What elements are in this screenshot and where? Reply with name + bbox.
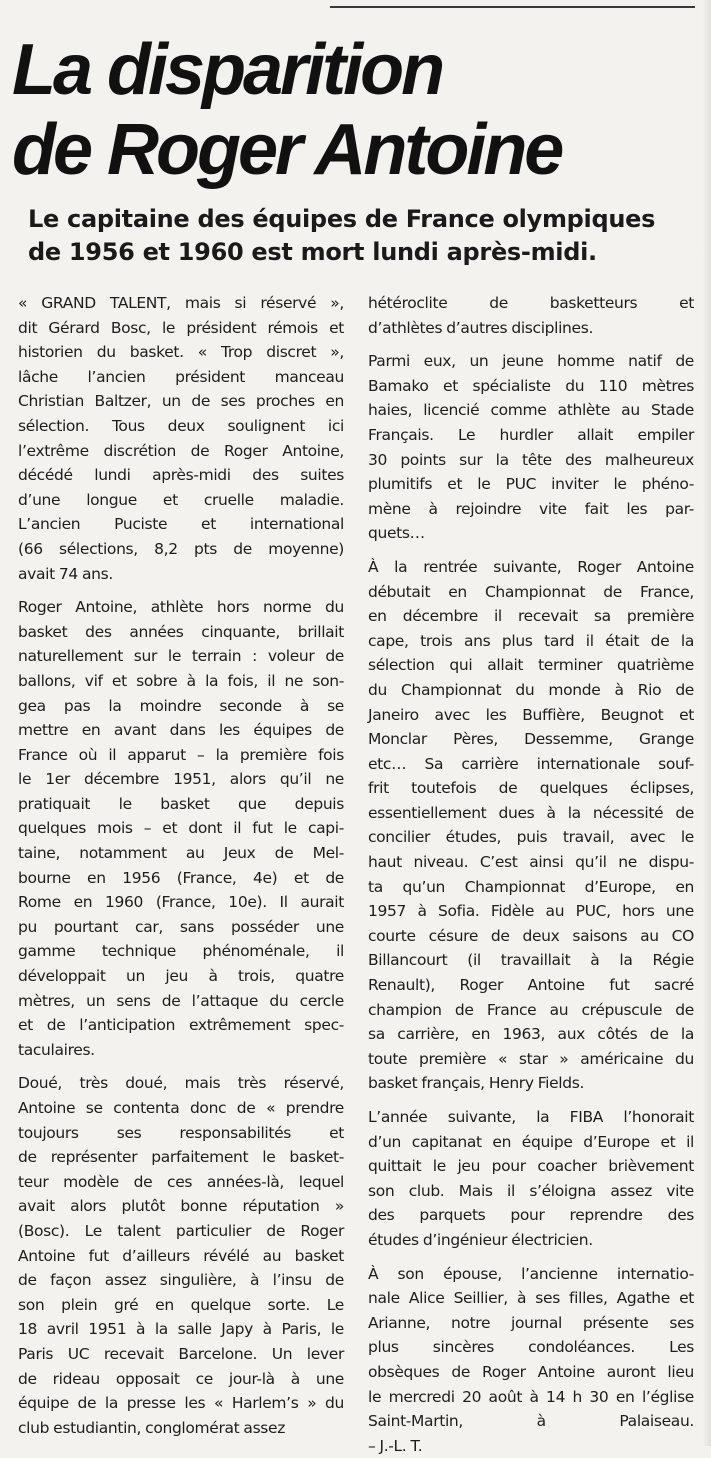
text-line: Bamako et spécialiste du 110 mètres (368, 376, 694, 395)
text-line: basket français, Henry Fields. (368, 1074, 585, 1093)
text-line: Paris UC recevait Barcelone. Un lever (18, 1344, 344, 1363)
text-line: de représenter parfaitement le basket- (18, 1148, 344, 1167)
text-line: d’un capitanat en équipe d’Europe et il (368, 1132, 694, 1151)
text-line: dit Gérard Bosc, le président rémois et (18, 318, 344, 337)
text-line: de façon assez singulière, à l’insu de (18, 1271, 344, 1290)
text-line: Christian Baltzer, un de ses proches en (18, 392, 344, 411)
text-line: d’une longue et cruelle maladie. (18, 490, 344, 509)
text-line: équipe de la presse les « Harlem’s » du (18, 1394, 344, 1413)
text-line: Saint-Martin, à Palaiseau. (368, 1412, 694, 1431)
text-line: « GRAND TALENT, mais si réservé », (18, 294, 344, 312)
article-paragraph (18, 1071, 344, 1440)
text-line: le mercredi 20 août à 14 h 30 en l’église (368, 1387, 694, 1406)
text-line: À la rentrée suivante, Roger Antoine (368, 557, 694, 576)
subtitle-line-2: de 1956 et 1960 est mort lundi après-midi. (28, 238, 597, 266)
top-rule (330, 6, 695, 8)
page-edge-shadow (703, 0, 711, 1446)
text-line: toujours ses responsabilités et (18, 1123, 344, 1142)
text-line: des parquets pour reprendre des (368, 1206, 694, 1225)
text-line: son plein gré en quelque sorte. Le (18, 1295, 344, 1314)
article-paragraph (368, 555, 694, 1096)
text-line: obsèques de Roger Antoine auront lieu (368, 1362, 694, 1381)
text-line: taine, notamment au Jeux de Mel- (18, 844, 344, 863)
text-line: Janeiro avec les Buffière, Beugnot et (368, 705, 694, 724)
text-line: Renault), Roger Antoine fut sacré (368, 976, 694, 995)
text-line: développait un jeu à trois, quatre (18, 967, 344, 986)
text-line: mètres, un sens de l’attaque du cercle (18, 991, 344, 1010)
text-line: champion de France au crépuscule de (368, 1000, 694, 1019)
text-line: teur modèle de ces années-là, lequel (18, 1172, 344, 1191)
text-line: sa carrière, en 1963, aux côtés de la (368, 1025, 694, 1044)
headline (12, 30, 702, 190)
text-line: concilier études, puis travail, avec le (368, 828, 694, 847)
text-line: son club. Mais il s’éloigna assez vite (368, 1181, 694, 1200)
text-line: débutait en Championnat de France, (368, 582, 694, 601)
text-line: sélection qui allait terminer quatrième (368, 656, 694, 675)
text-line: 30 points sur la tête des malheureux (368, 450, 694, 469)
text-line: L’année suivante, la FIBA l’honorait (368, 1108, 694, 1126)
text-line: gamme technique phénoménale, il (18, 942, 344, 961)
text-line: quittait le jeu pour coacher brièvement (368, 1157, 694, 1176)
subtitle (28, 203, 698, 269)
left-column (18, 291, 344, 1440)
text-line: pratiquait le basket que depuis (18, 794, 344, 813)
text-line: nale Alice Seillier, à ses filles, Agathe et (368, 1289, 694, 1308)
text-line: historien du basket. « Trop discret », (18, 343, 344, 362)
text-line: cape, trois ans plus tard il était de la (368, 631, 694, 650)
text-line: Antoine se contenta donc de « prendre (18, 1099, 344, 1117)
article-paragraph (368, 1262, 694, 1458)
text-line: sélection. Tous deux soulignent ici (18, 416, 344, 435)
text-line: bourne en 1956 (France, 4e) et de (18, 868, 344, 887)
text-line: France où il apparut – la première fois (18, 745, 344, 764)
text-line: Roger Antoine, athlète hors norme du (18, 598, 344, 617)
text-line: le 1er décembre 1951, alors qu’il ne (18, 770, 344, 789)
text-line: et de l’anticipation extrêmement spec- (18, 1016, 344, 1035)
text-line: Billancourt (il travaillait à la Régie (368, 951, 694, 970)
text-line: 18 avril 1951 à la salle Japy à Paris, le (18, 1320, 344, 1339)
text-line: avait alors plutôt bonne réputation » (18, 1197, 344, 1216)
text-line: plumitifs et le PUC inviter le phéno- (368, 475, 694, 494)
text-line: L’ancien Puciste et international (18, 515, 344, 534)
text-line: (66 sélections, 8,2 pts de moyenne) (18, 539, 344, 558)
article-paragraph (18, 595, 344, 1062)
subtitle-line-1: Le capitaine des équipes de France olympiques (28, 205, 656, 233)
text-line: lâche l’ancien président manceau (18, 367, 344, 386)
text-line: Français. Le hurdler allait empiler (368, 425, 694, 444)
text-line: À son épouse, l’ancienne internatio- (368, 1264, 694, 1283)
text-line: pu pourtant car, sans posséder une (18, 917, 344, 936)
text-line: toute première « star » américaine du (368, 1049, 694, 1068)
headline-line-1: La disparition (12, 30, 443, 110)
text-line: ballons, vif et sobre à la fois, il ne son- (18, 671, 344, 690)
text-line: mène à rejoindre vite fait les par- (368, 499, 694, 518)
text-line: études d’ingénieur électricien. (368, 1230, 593, 1249)
text-line: de rideau opposait ce jour-là à une (18, 1369, 344, 1388)
text-line: club estudiantin, conglomérat assez (18, 1418, 285, 1437)
text-line: du Championnat du monde à Rio de (368, 680, 694, 699)
text-line: Antoine fut d’ailleurs révélé au basket (18, 1246, 344, 1265)
text-line: l’extrême discrétion de Roger Antoine, (18, 441, 344, 460)
text-line: courte césure de deux saisons au CO (368, 926, 694, 945)
text-line: Parmi eux, un jeune homme natif de (368, 352, 694, 371)
text-line: – J.-L. T. (368, 1436, 423, 1455)
text-line: ta qu’un Championnat d’Europe, en (368, 877, 694, 896)
text-line: Arianne, notre journal présente ses (368, 1313, 694, 1332)
text-line: Rome en 1960 (France, 10e). Il aurait (18, 893, 344, 912)
text-line: hétéroclite de basketteurs et (368, 294, 694, 312)
text-line: gea pas la moindre seconde à se (18, 696, 344, 715)
text-line: Doué, très doué, mais très réservé, (18, 1074, 344, 1093)
text-line: avait 74 ans. (18, 564, 113, 583)
right-column (368, 291, 694, 1458)
article-paragraph (18, 291, 344, 586)
text-line: etc… Sa carrière internationale souf- (368, 754, 694, 773)
text-line: taculaires. (18, 1040, 95, 1059)
text-line: basket des années cinquante, brillait (18, 622, 344, 641)
article-paragraph (368, 349, 694, 546)
text-line: en décembre il recevait sa première (368, 607, 694, 626)
text-line: frit toutefois de quelques éclipses, (368, 779, 694, 798)
article-paragraph (368, 1105, 694, 1253)
text-line: haut niveau. C’est ainsi qu’il ne dispu- (368, 853, 694, 872)
text-line: plus sincères condoléances. Les (368, 1338, 694, 1357)
text-line: d’athlètes d’autres disciplines. (368, 318, 594, 337)
text-line: 1957 à Sofia. Fidèle au PUC, hors une (368, 902, 694, 921)
text-line: essentiellement dues à la nécessité de (368, 803, 694, 822)
text-line: quelques mois – et dont il fut le capi- (18, 819, 344, 838)
text-line: Monclar Pères, Dessemme, Grange (368, 730, 694, 749)
text-line: décédé lundi après-midi des suites (18, 466, 344, 485)
text-line: naturellement sur le terrain : voleur de (18, 647, 344, 666)
article-paragraph (368, 291, 694, 340)
text-line: haies, licencié comme athlète au Stade (368, 401, 694, 420)
headline-line-2: de Roger Antoine (12, 110, 562, 190)
text-line: mettre en avant dans les équipes de (18, 721, 344, 740)
text-line: (Bosc). Le talent particulier de Roger (18, 1221, 344, 1240)
text-line: quets… (368, 524, 425, 543)
